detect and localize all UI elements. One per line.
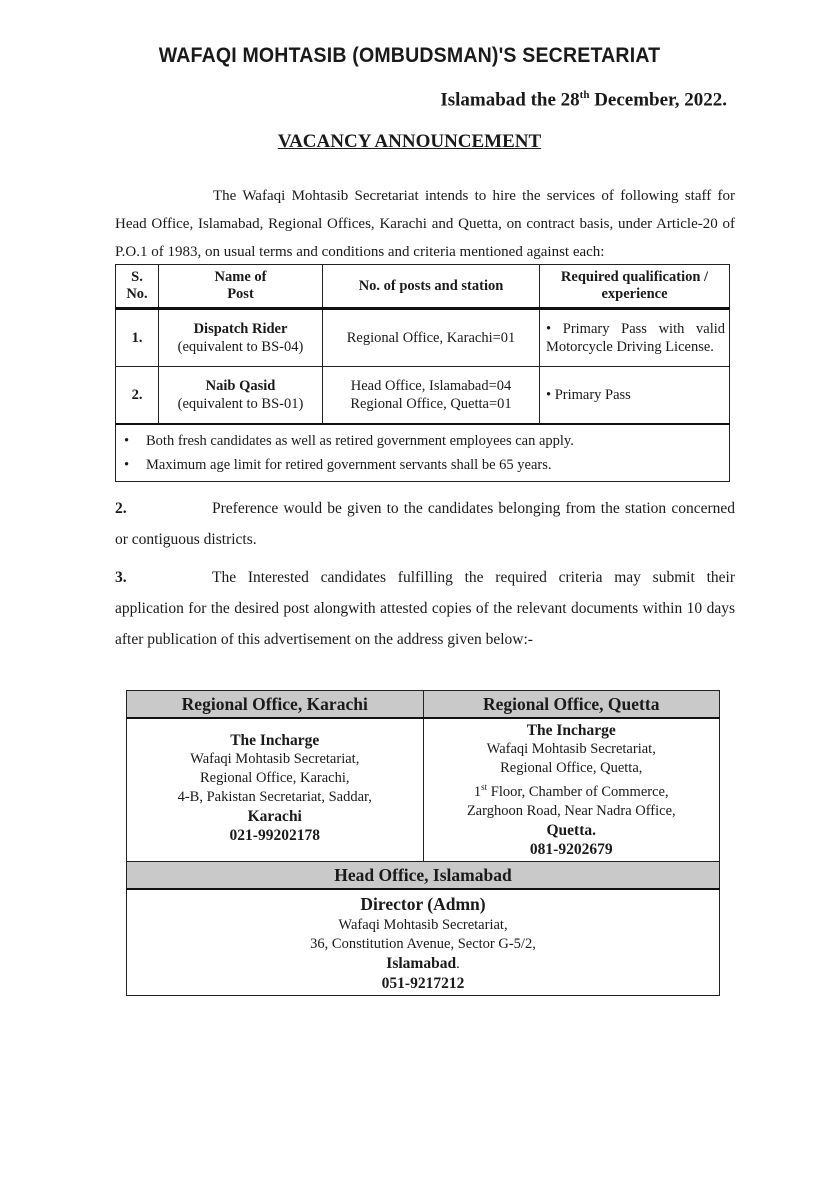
header-qual-line1: Required qualification /	[560, 269, 709, 285]
header-sno	[116, 265, 159, 309]
bullet-icon: •	[124, 433, 130, 449]
bullet-icon: •	[124, 457, 130, 473]
karachi-city: Karachi	[247, 808, 302, 825]
paragraph-text: The Interested candidates fulfilling the required criteria may submit their application for the desired post alongwith attested copies of the relevant documents within 10 days after publication of this advertisement on the address given below:-	[115, 569, 735, 648]
address-header-row	[127, 691, 720, 719]
row-qualification	[540, 309, 730, 367]
header-station: No. of posts and station	[323, 265, 540, 309]
header-sno-line1: S.	[131, 269, 143, 285]
row-sno: 1.	[116, 309, 159, 367]
row-station	[323, 309, 540, 367]
quetta-phone: 081-9202679	[529, 840, 613, 858]
posts-table	[115, 264, 730, 482]
paragraph-3	[115, 562, 735, 655]
quetta-addressee: The Incharge	[526, 722, 616, 739]
karachi-line3: 4-B, Pakistan Secretariat, Saddar,	[177, 789, 372, 805]
row-sno: 2.	[116, 367, 159, 425]
posts-table-header-row	[116, 265, 730, 309]
post-name: Naib Qasid	[205, 378, 276, 394]
post-grade: (equivalent to BS-04)	[177, 339, 304, 355]
karachi-addressee: The Incharge	[230, 732, 320, 749]
karachi-phone: 021-99202178	[229, 827, 320, 844]
karachi-heading: Regional Office, Karachi	[127, 691, 424, 719]
quetta-address	[423, 718, 720, 861]
karachi-line2: Regional Office, Karachi,	[199, 770, 350, 786]
quetta-floor-number: 1	[473, 783, 482, 800]
row-post	[159, 367, 323, 425]
qualification-text: Primary Pass	[554, 387, 631, 403]
date-line	[440, 89, 727, 111]
note-item	[124, 453, 721, 477]
islamabad-addressee: Director (Admn)	[360, 893, 486, 914]
bullet-icon: •	[546, 387, 552, 403]
bullet-icon: •	[546, 321, 552, 337]
paragraph-text: Preference would be given to the candidates belonging from the station concerned or contiguous districts.	[115, 500, 735, 548]
header-post-name	[159, 265, 323, 309]
intro-paragraph: The Wafaqi Mohtasib Secretariat intends to hire the services of following staff for Head Office, Islamabad, Regional Offices, Karachi and Quetta, on contract basis, under Article-20 of P.O.1 of 1983, on usual terms and conditions and criteria mentioned against each:	[115, 188, 735, 260]
quetta-floor-ordinal: st	[481, 782, 488, 792]
quetta-heading: Regional Office, Quetta	[423, 691, 720, 719]
qualification-text: Primary Pass with valid Motorcycle Driving License.	[546, 321, 726, 355]
post-grade: (equivalent to BS-01)	[177, 396, 304, 412]
header-qual-line2: experience	[601, 286, 668, 302]
quetta-line3	[424, 778, 720, 802]
paragraph-2	[115, 493, 735, 555]
station-line: Head Office, Islamabad=04	[350, 378, 512, 394]
row-station	[323, 367, 540, 425]
header-name-line1: Name of	[214, 269, 267, 285]
quetta-city: Quetta.	[546, 821, 596, 839]
organization-title: WAFAQI MOHTASIB (OMBUDSMAN)'S SECRETARIAT	[158, 44, 661, 67]
karachi-address	[127, 718, 424, 861]
islamabad-line2: 36, Constitution Avenue, Sector G-5/2,	[310, 935, 536, 952]
quetta-line2: Regional Office, Quetta,	[500, 760, 643, 776]
islamabad-city: Islamabad	[386, 954, 457, 972]
announcement-title: VACANCY ANNOUNCEMENT	[277, 131, 542, 152]
islamabad-heading: Head Office, Islamabad	[127, 861, 720, 889]
quetta-floor-text: Floor, Chamber of Commerce,	[487, 783, 669, 800]
note-item	[124, 429, 721, 453]
quetta-line4: Zarghoon Road, Near Nadra Office,	[466, 802, 676, 819]
header-sno-line2: No.	[126, 286, 148, 302]
table-row	[116, 367, 730, 425]
quetta-line1: Wafaqi Mohtasib Secretariat,	[486, 741, 656, 757]
islamabad-line1: Wafaqi Mohtasib Secretariat,	[338, 916, 508, 933]
address-body-row	[127, 718, 720, 861]
notes-cell	[116, 424, 730, 482]
islamabad-phone: 051-9217212	[381, 974, 465, 992]
header-name-line2: Post	[227, 286, 254, 302]
head-office-body-row	[127, 889, 720, 996]
table-row	[116, 309, 730, 367]
note-text: Both fresh candidates as well as retired government employees can apply.	[146, 433, 574, 449]
station-line: Regional Office, Karachi=01	[346, 330, 516, 346]
islamabad-city-line	[127, 954, 719, 974]
islamabad-address	[127, 889, 720, 996]
date-prefix: Islamabad the 28	[440, 89, 580, 111]
note-text: Maximum age limit for retired government servants shall be 65 years.	[146, 457, 552, 473]
date-suffix: December, 2022.	[589, 89, 727, 111]
head-office-header-row	[127, 861, 720, 889]
station-line: Regional Office, Quetta=01	[350, 396, 512, 412]
date-ordinal: th	[579, 89, 590, 101]
islamabad-city-suffix: .	[456, 955, 460, 972]
address-table	[126, 690, 720, 996]
notes-row	[116, 424, 730, 482]
post-name: Dispatch Rider	[193, 321, 288, 337]
karachi-line1: Wafaqi Mohtasib Secretariat,	[190, 751, 360, 767]
header-qualification	[540, 265, 730, 309]
row-qualification	[540, 367, 730, 425]
row-post	[159, 309, 323, 367]
paragraph-number: 3.	[115, 569, 127, 586]
paragraph-number: 2.	[115, 500, 127, 517]
